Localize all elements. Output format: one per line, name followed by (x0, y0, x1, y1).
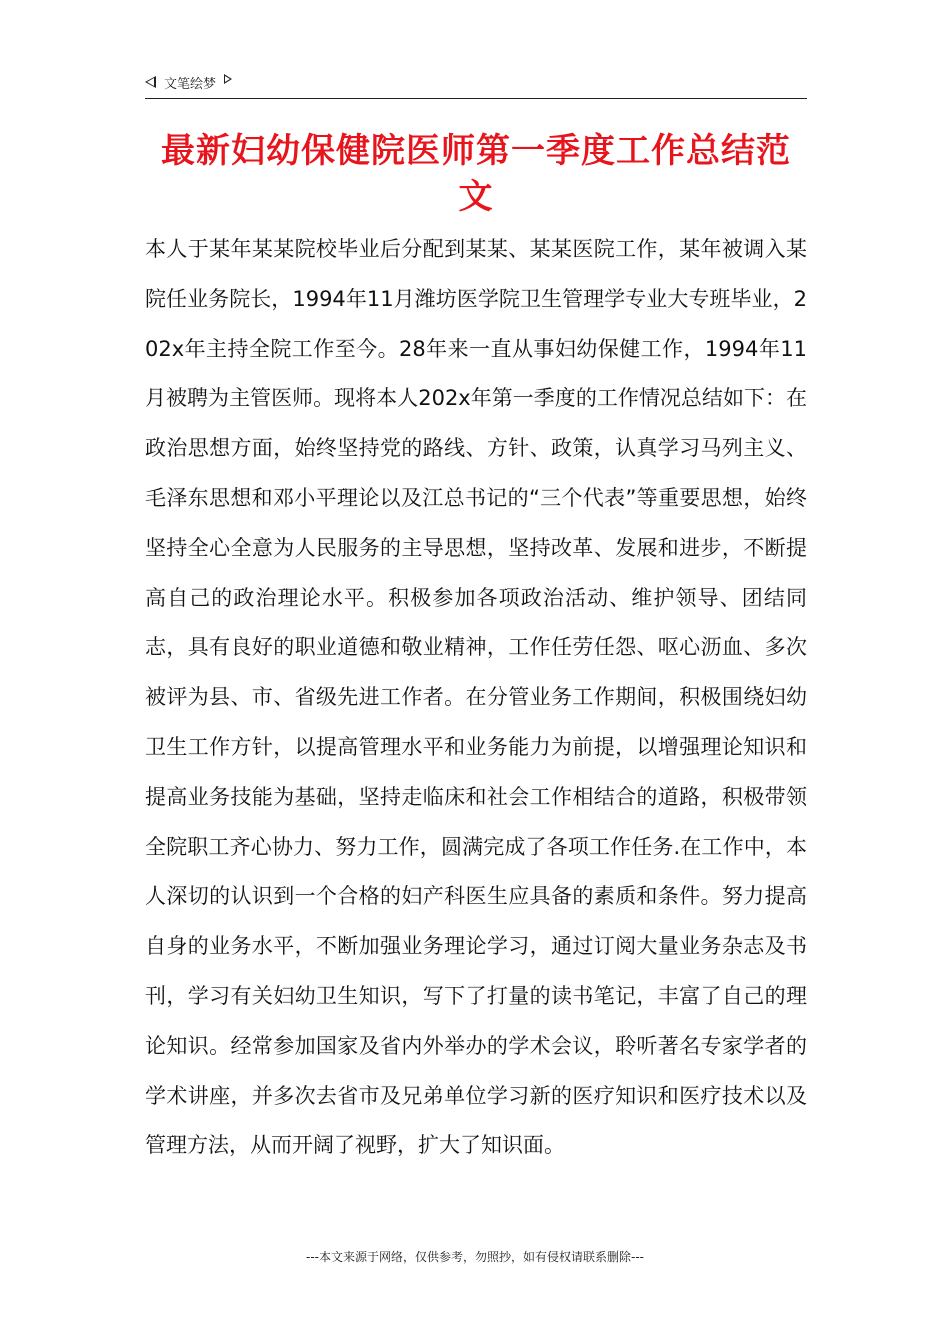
page-header (145, 72, 807, 99)
triangle-right-icon (224, 74, 232, 84)
page-footer-note: ---本文来源于网络，仅供参考，勿照抄，如有侵权请联系删除--- (306, 1250, 644, 1264)
document-body: 本人于某年某某院校毕业后分配到某某、某某医院工作，某年被调入某院任业务院长，1994年11月潍坊医学院卫生管理学专业大专班毕业，202x年主持全院工作至今。28年来一直从事妇幼保健工作，1994年11月被聘为主管医师。现将本人202x年第一季度的工作情况总结如下：在政治思想方面，始终坚持党的路线、方针、政策，认真学习马列主义、毛泽东思想和邓小平理论以及江总书记的“三个代表”等重要思想，始终坚持全心全意为人民服务的主导思想，坚持改革、发展和进步，不断提高自己的政治理论水平。积极参加各项政治活动、维护领导、团结同志，具有良好的职业道德和敬业精神，工作任劳任怨、呕心沥血、多次被评为县、市、省级先进工作者。在分管业务工作期间，积极围绕妇幼卫生工作方针，以提高管理水平和业务能力为前提，以增强理论知识和提高业务技能为基础，坚持走临床和社会工作相结合的道路，积极带领全院职工齐心协力、努力工作，圆满完成了各项工作任务.在工作中，本人深切的认识到一个合格的妇产科医生应具备的素质和条件。努力提高自身的业务水平，不断加强业务理论学习，通过订阅大量业务杂志及书刊，学习有关妇幼卫生知识，写下了打量的读书笔记，丰富了自己的理论知识。经常参加国家及省内外举办的学术会议，聆听著名专家学者的学术讲座，并多次去省市及兄弟单位学习新的医疗知识和医疗技术以及管理方法，从而开阔了视野，扩大了知识面。 (145, 237, 807, 1158)
document-title: 最新妇幼保健院医师第一季度工作总结范文 (161, 131, 791, 217)
header-brand: 文笔绘梦 (164, 76, 217, 92)
triangle-left-icon (145, 76, 156, 88)
